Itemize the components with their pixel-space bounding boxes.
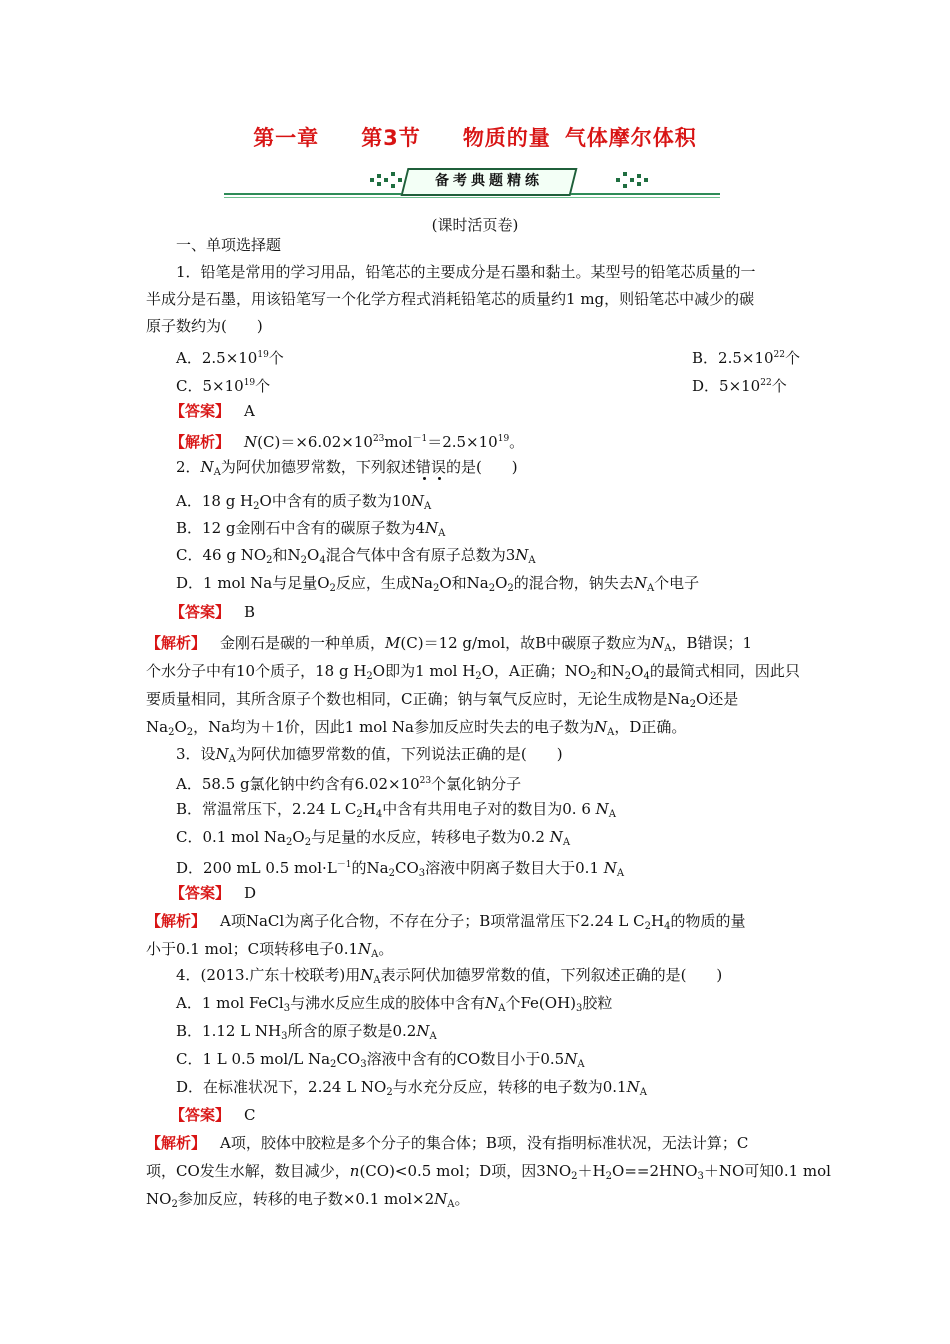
subtitle: (课时活页卷): [431, 216, 519, 234]
q1-option-b: B．$2.5\times 10^{22}$个: [692, 349, 801, 367]
q3-option-a: A．58.5 g氯化钠中约含有$6.02\times 10^{23}$个氯化钠分子: [176, 775, 522, 793]
q3-option-d: D．200 mL 0.5 $mol\cdot L^{-1}$的$Na_2CO_3$溶液中阴离子数目大于0.1 $N_A$: [176, 859, 625, 879]
banner-dots-right-icon: [616, 172, 656, 190]
page-title: [0, 122, 950, 152]
q1-option-a: A．$2.5\times 10^{19}$个: [176, 349, 284, 367]
section-heading: 一、单项选择题: [176, 236, 282, 254]
q2-analysis-line-4: $Na_2O_2$，Na均为＋1价，因此1 mol Na参加反应时失去的电子数为$N_A$，D正确。: [146, 718, 687, 738]
q1-option-d: D．$5\times 10^{22}$个: [692, 377, 787, 395]
q4-option-b: B．1.12 L $NH_3$所含的原子数是$0.2N_A$: [176, 1022, 437, 1042]
topic-label: 物质的量: [462, 126, 551, 150]
q3-option-b: B．常温常压下，2.24 L $C_2H_4$中含有共用电子对的数目为0. 6 $N_A$: [176, 800, 617, 820]
q4-stem: 4．(2013.广东十校联考)用$N_A$表示阿伏加德罗常数的值，下列叙述正确的是( ): [176, 966, 723, 986]
q1-answer: 【答案】 A: [170, 402, 255, 420]
q3-option-c: C．0.1 mol $Na_2O_2$与足量的水反应，转移电子数为0.2 $N_A$: [176, 828, 571, 848]
q2-analysis-line-3: 要质量相同，其所含原子个数也相同，C正确；钠与氧气反应时，无论生成物是$Na_2O$还是: [146, 690, 739, 710]
q2-option-d: D．1 mol Na与足量$O_2$反应，生成$Na_2O$和$Na_2O_2$的混合物，钠失去$N_A$个电子: [176, 574, 700, 594]
q3-analysis-line-2: 小于0.1 mol；C项转移电子$0.1N_A$。: [146, 940, 394, 960]
q2-option-b: B．12 g金刚石中含有的碳原子数为$4N_A$: [176, 519, 446, 539]
q2-answer: 【答案】 B: [170, 603, 256, 621]
q3-analysis-line-1: 【解析】 A项NaCl为离子化合物，不存在分子；B项常温常压下2.24 L $C_2H_4$的物质的量: [146, 912, 746, 932]
q1-options-row-1: [176, 344, 801, 369]
q4-analysis-line-2: 项，CO发生水解，数目减少，n(CO)<0.5 mol；D项，因$3NO_2+H_2O==2HNO_3+NO$可知0.1 mol: [146, 1162, 831, 1182]
section-banner: [224, 166, 720, 196]
q1-stem-line-3: 原子数约为( ): [146, 317, 263, 335]
q1-option-c: C．$5\times 10^{19}$个: [176, 377, 271, 395]
section-label: 第3节: [361, 126, 421, 150]
q1-stem-line-1: 1．铅笔是常用的学习用品，铅笔芯的主要成分是石墨和黏土。某型号的铅笔芯质量的一: [176, 263, 756, 281]
q4-answer: 【答案】 C: [170, 1106, 256, 1124]
q1-stem-line-2: 半成分是石墨，用该铅笔写一个化学方程式消耗铅笔芯的质量约1 mg，则铅笔芯中减少的碳: [146, 290, 755, 308]
q3-answer: 【答案】 D: [170, 884, 257, 902]
q3-stem: 3．设$N_A$为阿伏加德罗常数的值，下列说法正确的是( ): [176, 745, 563, 765]
q4-analysis-line-3: $NO_2$参加反应，转移的电子数×0.1 $mol\times 2N_A$。: [146, 1190, 470, 1210]
q1-analysis: 【解析】 $N(C)=\times 6.02\times 10^{23}mol^{-1}=2.5\times 10^{19}$。: [170, 433, 525, 451]
chapter-label: 第一章: [253, 126, 320, 150]
q2-stem: 2．$N_A$为阿伏加德罗常数，下列叙述错误的是( ): [176, 458, 518, 478]
q4-option-d: D．在标准状况下，2.24 L $NO_2$与水充分反应，转移的电子数为$0.1N_A$: [176, 1078, 647, 1098]
q4-analysis-line-1: 【解析】 A项，胶体中胶粒是多个分子的集合体；B项，没有指明标准状况，无法计算；C: [146, 1134, 749, 1152]
banner-label: 备考典题精练: [435, 173, 543, 189]
q4-option-c: C．1 L 0.5 mol/L $Na_2CO_3$溶液中含有的CO数目小于$0.5N_A$: [176, 1050, 585, 1070]
q4-option-a: A．1 mol FeCl$_3$与沸水反应生成的胶体中含有$N_A$个$Fe(OH)_3$胶粒: [176, 994, 613, 1014]
q2-option-a: A．18 g $H_2O$中含有的质子数为$10N_A$: [176, 492, 432, 512]
subtopic-label: 气体摩尔体积: [564, 126, 697, 150]
q2-analysis-line-1: 【解析】 金刚石是碳的一种单质，M(C)＝12 g/mol，故B中碳原子数应为$N_A$，B错误；1: [146, 634, 753, 654]
q2-option-c: C．46 g $NO_2$和$N_2O_4$混合气体中含有原子总数为$3N_A$: [176, 546, 536, 566]
q1-options-row-2: [176, 372, 787, 397]
banner-rule-thin: [224, 197, 720, 198]
q2-analysis-line-2: 个水分子中有10个质子，18 g $H_2O$即为1 mol $H_2O$，A正确；$NO_2$和$N_2O_4$的最简式相同，因此只: [146, 662, 800, 682]
